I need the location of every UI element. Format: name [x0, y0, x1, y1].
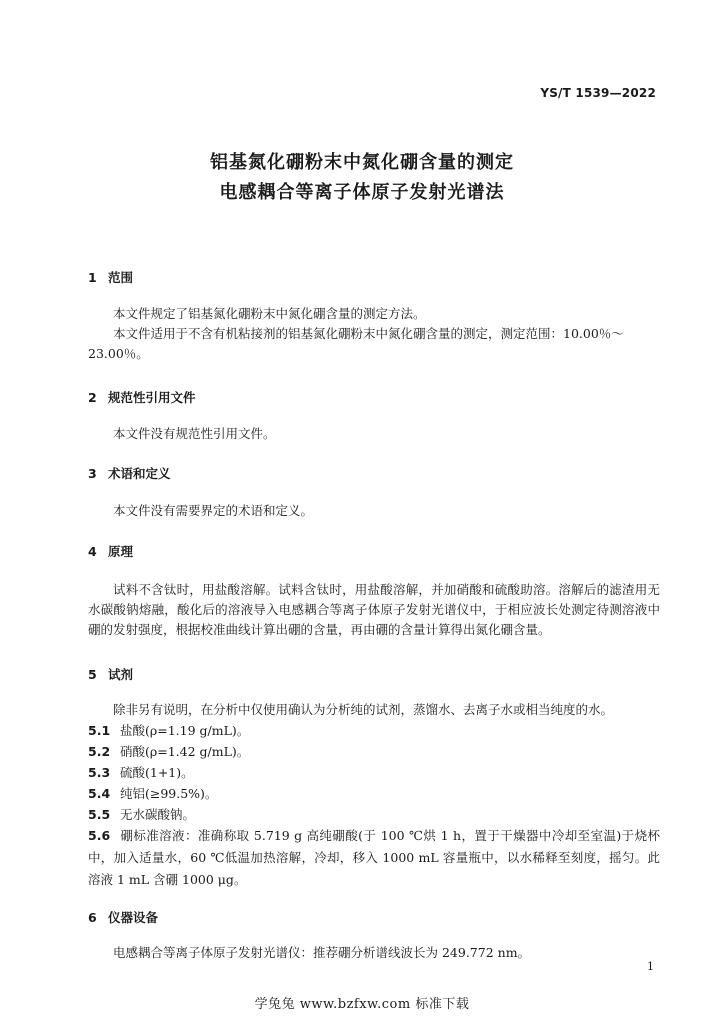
standard-number: YS/T 1539—2022	[540, 86, 656, 100]
item-text: 盐酸(ρ=1.19 g/mL)。	[120, 723, 250, 738]
document-title-line2: 电感耦合等离子体原子发射光谱法	[219, 182, 505, 203]
item-number: 5.6	[88, 828, 111, 843]
item-text: 硫酸(1+1)。	[120, 765, 194, 780]
item-text: 硝酸(ρ=1.42 g/mL)。	[120, 744, 250, 759]
section-4-heading	[88, 542, 133, 560]
section-title: 术语和定义	[108, 466, 171, 481]
page-number: 1	[647, 960, 654, 973]
document-title-line1: 铝基氮化硼粉末中氮化硼含量的测定	[210, 152, 514, 173]
item-text: 无水碳酸钠。	[120, 807, 196, 822]
section-1-paragraph-2: 本文件适用于不含有机粘接剂的铝基氮化硼粉末中氮化硼含量的测定，测定范围：10.00％～	[113, 326, 624, 341]
item-number: 5.4	[88, 786, 111, 801]
section-1-paragraph-1: 本文件规定了铝基氮化硼粉末中氮化硼含量的测定方法。	[113, 306, 426, 321]
section-2-paragraph: 本文件没有规范性引用文件。	[113, 426, 276, 441]
reagent-item	[88, 720, 660, 742]
section-2-heading	[88, 388, 196, 406]
reagent-item	[88, 762, 660, 784]
section-title: 试剂	[108, 667, 134, 682]
section-6-heading	[88, 908, 158, 926]
item-text: 纯铝(≥99.5%)。	[120, 786, 218, 801]
item-number: 5.3	[88, 765, 111, 780]
item-text: 硼标准溶液：准确称取 5.719 g 高纯硼酸(于 100 ℃烘 1 h，置于干燥器中冷却至室温)于烧杯中，加入适量水，60 ℃低温加热溶解，冷却，移入 1000 mL 容量瓶中，以水稀释至刻度，摇匀。此溶液 1 mL 含硼 1000 μg。	[88, 828, 660, 887]
section-number: 4	[88, 544, 97, 559]
section-number: 1	[88, 270, 97, 285]
section-1-paragraph-2-continuation: 23.00％。	[88, 346, 149, 361]
section-5-intro: 除非另有说明，在分析中仅使用确认为分析纯的试剂，蒸馏水、去离子水或相当纯度的水。	[113, 702, 614, 717]
reagent-item	[88, 825, 660, 891]
section-4-paragraph: 试料不含钛时，用盐酸溶解。试料含钛时，用盐酸溶解，并加硝酸和硫酸助溶。溶解后的滤渣用无水碳酸钠熔融，酸化后的溶液导入电感耦合等离子体原子发射光谱仪中，于相应波长处测定待测溶液中硼的发射强度，根据校准曲线计算出硼的含量，再由硼的含量计算得出氮化硼含量。	[88, 582, 660, 637]
item-number: 5.1	[88, 723, 111, 738]
section-title: 范围	[108, 270, 134, 285]
section-number: 5	[88, 667, 97, 682]
section-title: 仪器设备	[108, 910, 159, 925]
reagent-item	[88, 783, 660, 805]
item-number: 5.5	[88, 807, 111, 822]
section-number: 6	[88, 910, 97, 925]
section-number: 2	[88, 390, 97, 405]
section-title: 原理	[108, 544, 134, 559]
footer-watermark-text: 学兔兔 www.bzfxw.com 标准下载	[254, 997, 470, 1012]
section-1-heading	[88, 268, 133, 286]
item-number: 5.2	[88, 744, 111, 759]
section-title: 规范性引用文件	[108, 390, 196, 405]
reagent-item	[88, 741, 660, 763]
section-3-paragraph: 本文件没有需要界定的术语和定义。	[113, 503, 314, 518]
section-5-heading	[88, 665, 133, 683]
section-number: 3	[88, 466, 97, 481]
section-6-paragraph: 电感耦合等离子体原子发射光谱仪：推荐硼分析谱线波长为 249.772 nm。	[113, 945, 531, 960]
reagent-item	[88, 804, 660, 826]
section-3-heading	[88, 464, 171, 482]
